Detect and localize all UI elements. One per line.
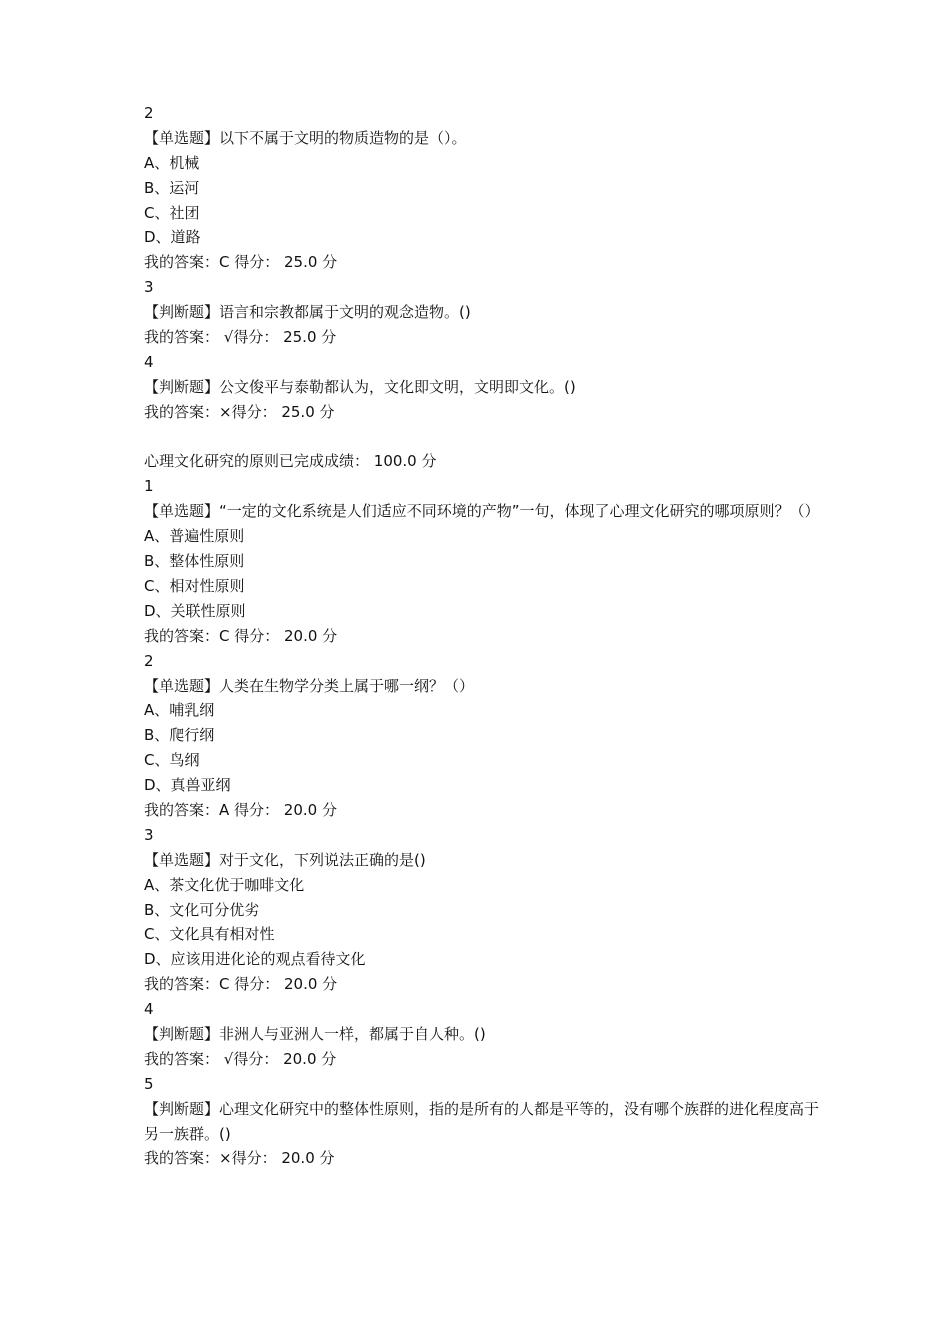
question-number: 2 — [144, 104, 154, 122]
option-d: D、关联性原则 — [144, 601, 246, 620]
question-number: 3 — [144, 278, 154, 297]
my-answer: 我的答案： √得分： 20.0 分 — [144, 1049, 337, 1068]
option-a: A、茶文化优于咖啡文化 — [144, 875, 305, 894]
question-number: 3 — [144, 825, 154, 844]
question-text: 【判断题】语言和宗教都属于文明的观念造物。() — [144, 303, 471, 322]
question-text: 【单选题】以下不属于文明的物质造物的是（）。 — [144, 128, 467, 147]
document-page — [144, 101, 824, 1171]
question-number: 5 — [144, 1074, 154, 1093]
option-a: A、机械 — [144, 153, 200, 172]
option-c: C、社团 — [144, 203, 200, 222]
option-a: A、哺乳纲 — [144, 701, 215, 720]
section-header: 心理文化研究的原则已完成成绩： 100.0 分 — [144, 452, 437, 471]
question-text: 【单选题】“一定的文化系统是人们适应不同环境的产物”一句，体现了心理文化研究的哪项原则？（） — [144, 502, 820, 521]
my-answer: 我的答案：×得分： 20.0 分 — [144, 1149, 335, 1168]
option-b: B、文化可分优劣 — [144, 900, 260, 919]
question-text: 【判断题】心理文化研究中的整体性原则，指的是所有的人都是平等的，没有哪个族群的进化程度高于另一族群。() — [144, 1099, 820, 1143]
question-number: 2 — [144, 651, 154, 670]
option-b: B、运河 — [144, 178, 200, 197]
option-c: C、鸟纲 — [144, 751, 200, 770]
my-answer: 我的答案：C 得分： 20.0 分 — [144, 975, 338, 994]
my-answer: 我的答案： √得分： 25.0 分 — [144, 328, 337, 347]
my-answer: 我的答案：×得分： 25.0 分 — [144, 402, 335, 421]
blank-line — [144, 425, 824, 450]
question-text: 【判断题】非洲人与亚洲人一样，都属于自人种。() — [144, 1024, 486, 1043]
my-answer: 我的答案：C 得分： 20.0 分 — [144, 626, 338, 645]
question-text: 【单选题】对于文化，下列说法正确的是() — [144, 850, 426, 869]
option-b: B、整体性原则 — [144, 552, 245, 571]
question-text: 【判断题】公文俊平与泰勒都认为，文化即文明，文明即文化。() — [144, 377, 576, 396]
option-d: D、道路 — [144, 228, 201, 247]
option-d: D、应该用进化论的观点看待文化 — [144, 950, 366, 969]
question-text: 【单选题】人类在生物学分类上属于哪一纲？（） — [144, 676, 475, 695]
option-c: C、相对性原则 — [144, 576, 245, 595]
option-b: B、爬行纲 — [144, 726, 215, 745]
my-answer: 我的答案：C 得分： 25.0 分 — [144, 253, 338, 272]
question-number: 4 — [144, 352, 154, 371]
option-c: C、文化具有相对性 — [144, 925, 275, 944]
my-answer: 我的答案：A 得分： 20.0 分 — [144, 800, 337, 819]
question-number: 1 — [144, 477, 154, 496]
option-d: D、真兽亚纲 — [144, 776, 231, 795]
option-a: A、普遍性原则 — [144, 527, 245, 546]
question-number: 4 — [144, 1000, 154, 1019]
